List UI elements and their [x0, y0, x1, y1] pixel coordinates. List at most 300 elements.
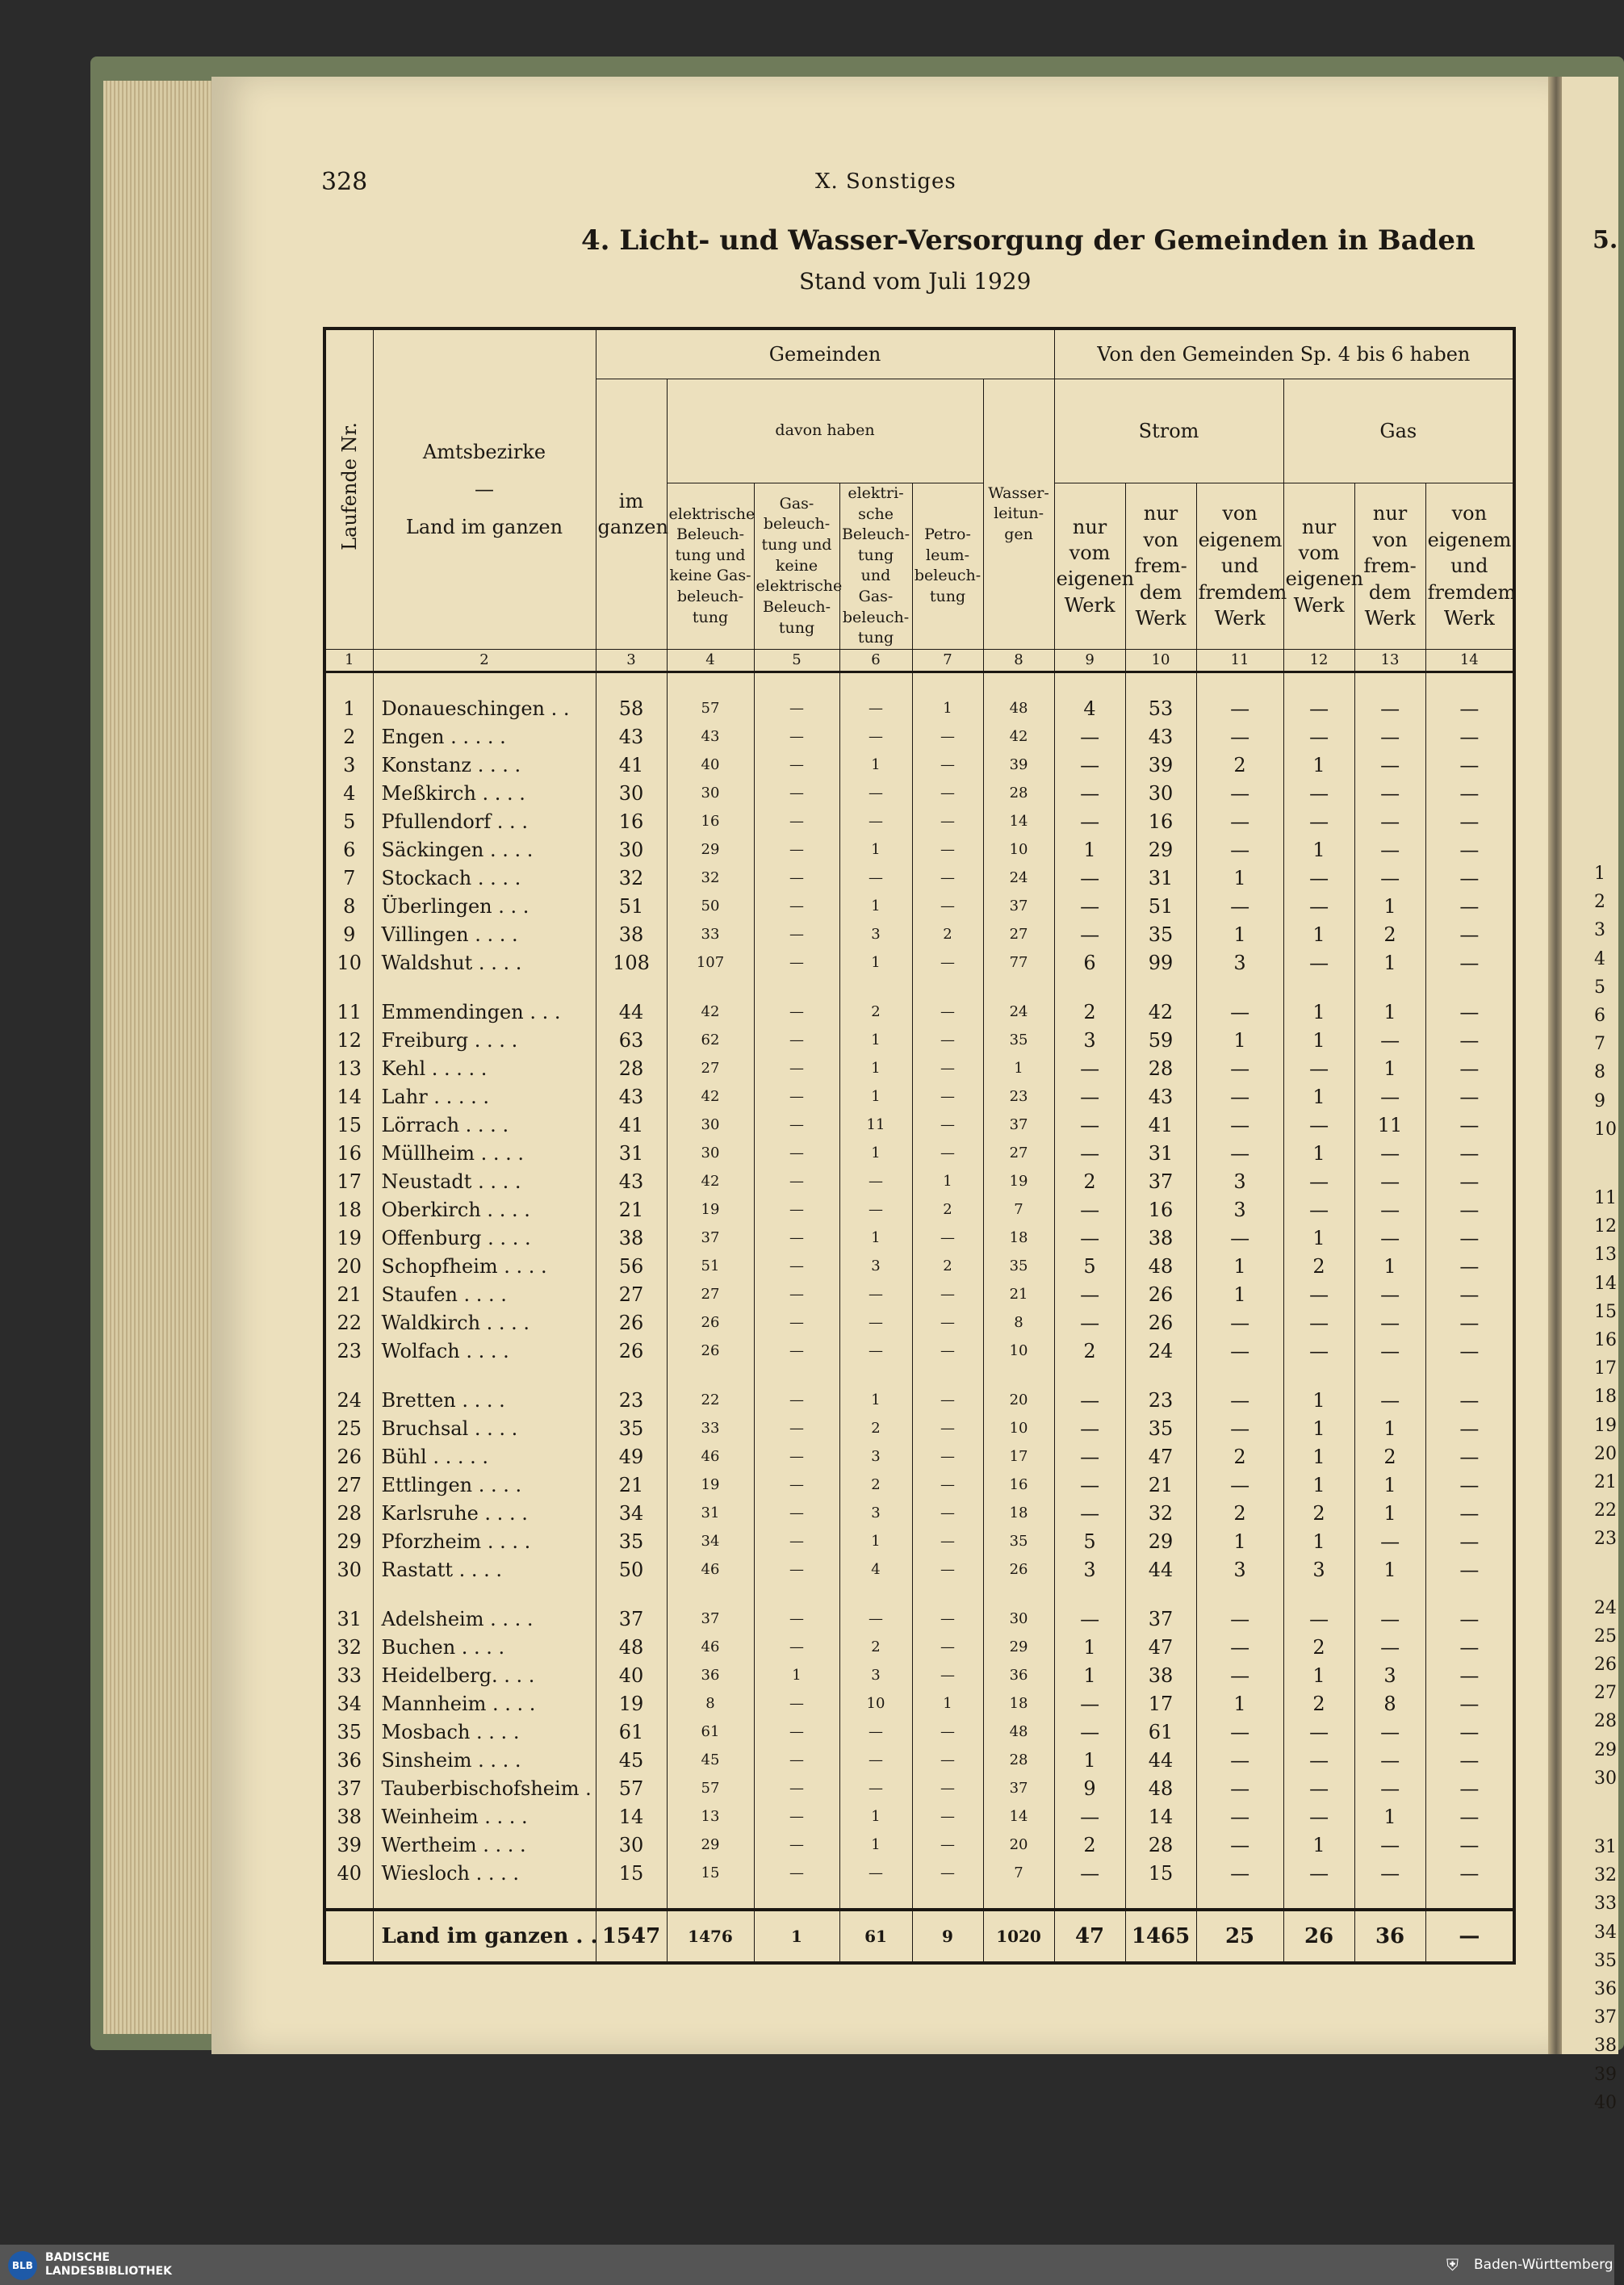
table-cell: 2 [839, 1471, 912, 1499]
table-cell: 11 [324, 998, 373, 1026]
table-cell: — [1354, 1527, 1425, 1555]
table-cell: 1 [1196, 1689, 1283, 1718]
table-cell: 20 [983, 1386, 1054, 1414]
next-page-row-number: 35 [1594, 1950, 1617, 1971]
table-cell: 42 [667, 1167, 754, 1195]
table-cell: 1 [839, 892, 912, 920]
table-cell: — [1054, 779, 1125, 807]
table-cell: 1 [1354, 998, 1425, 1026]
table-cell: 58 [596, 694, 667, 722]
district-name: Offenburg . . . . [373, 1224, 596, 1252]
table-cell: 11 [839, 1111, 912, 1139]
table-cell: — [1425, 1252, 1514, 1280]
table-cell: 30 [596, 779, 667, 807]
table-cell: 19 [324, 1224, 373, 1252]
next-page-row-number: 31 [1594, 1837, 1617, 1857]
table-cell: — [1196, 1337, 1283, 1365]
table-cell: — [754, 1111, 839, 1139]
table-row [324, 1224, 1514, 1252]
table-cell: 16 [324, 1139, 373, 1167]
table-cell: 19 [983, 1167, 1054, 1195]
table-cell: 3 [839, 1442, 912, 1471]
table-cell: 32 [596, 864, 667, 892]
table-cell: 3 [1196, 1167, 1283, 1195]
table-cell: — [1196, 1633, 1283, 1661]
table-cell: 19 [667, 1195, 754, 1224]
district-name: Villingen . . . . [373, 920, 596, 948]
table-cell: 20 [983, 1831, 1054, 1859]
table-cell: — [1425, 1054, 1514, 1082]
table-cell: 34 [324, 1689, 373, 1718]
table-cell: 34 [596, 1499, 667, 1527]
table-cell: — [912, 1139, 983, 1167]
table-cell: — [912, 1859, 983, 1887]
table-cell: 26 [983, 1555, 1054, 1584]
table-cell: 43 [596, 722, 667, 751]
table-cell: 63 [596, 1026, 667, 1054]
table-cell: — [912, 1555, 983, 1584]
table-cell: — [1283, 722, 1354, 751]
table-cell: — [1425, 1026, 1514, 1054]
table-cell: 30 [667, 779, 754, 807]
table-cell: — [754, 998, 839, 1026]
table-row [324, 1802, 1514, 1831]
table-cell: 16 [596, 807, 667, 835]
table-cell: — [1196, 779, 1283, 807]
table-cell: — [1196, 892, 1283, 920]
table-cell: 1465 [1125, 1910, 1196, 1963]
table-cell: — [839, 1167, 912, 1195]
next-page-row-number: 39 [1594, 2064, 1617, 2085]
table-cell: 42 [983, 722, 1054, 751]
table-row [324, 1054, 1514, 1082]
table-cell: 30 [667, 1111, 754, 1139]
table-cell: — [912, 751, 983, 779]
district-name: Wertheim . . . . [373, 1831, 596, 1859]
table-cell: 17 [324, 1167, 373, 1195]
district-name: Müllheim . . . . [373, 1139, 596, 1167]
column-number: 11 [1196, 650, 1283, 672]
table-cell: 38 [1125, 1224, 1196, 1252]
table-cell: 3 [1196, 948, 1283, 977]
table-cell: — [1425, 694, 1514, 722]
table-cell: 1 [754, 1661, 839, 1689]
table-cell: 43 [596, 1082, 667, 1111]
table-cell: — [1196, 1831, 1283, 1859]
column-number: 6 [839, 650, 912, 672]
table-cell: — [1283, 807, 1354, 835]
table-cell: 31 [324, 1605, 373, 1633]
district-name: Oberkirch . . . . [373, 1195, 596, 1224]
table-cell: 27 [596, 1280, 667, 1308]
statistics-table [323, 327, 1516, 1965]
header-von-den-gemeinden: Von den Gemeinden Sp. 4 bis 6 haben [1054, 329, 1514, 379]
table-cell: — [1425, 1442, 1514, 1471]
table-cell: — [754, 1252, 839, 1280]
table-cell: — [754, 1831, 839, 1859]
table-cell: — [1425, 864, 1514, 892]
next-page-row-number: 19 [1594, 1415, 1617, 1436]
table-cell: — [1425, 1831, 1514, 1859]
table-cell: 30 [596, 1831, 667, 1859]
table-cell: — [1425, 1774, 1514, 1802]
table-cell: 48 [983, 1718, 1054, 1746]
table-cell: — [1054, 1195, 1125, 1224]
table-cell: — [1196, 1139, 1283, 1167]
library-name: BADISCHE LANDESBIBLIOTHEK [45, 2251, 173, 2278]
state-name: Baden-Württemberg [1474, 2257, 1614, 2273]
table-cell: — [912, 1499, 983, 1527]
table-cell: 1 [839, 1802, 912, 1831]
table-cell: — [754, 1054, 839, 1082]
table-cell: — [1425, 998, 1514, 1026]
header-c10: nur von frem- dem Werk [1125, 483, 1196, 649]
table-cell: — [1196, 1718, 1283, 1746]
column-number: 14 [1425, 650, 1514, 672]
table-cell: 11 [1354, 1111, 1425, 1139]
table-cell: 1 [1054, 835, 1125, 864]
table-cell: 2 [1054, 1831, 1125, 1859]
table-cell: 18 [324, 1195, 373, 1224]
table-cell: 14 [324, 1082, 373, 1111]
table-cell: — [839, 779, 912, 807]
table-row [324, 1605, 1514, 1633]
table-cell: 1 [1196, 1280, 1283, 1308]
table-cell: 18 [983, 1499, 1054, 1527]
table-cell: — [754, 864, 839, 892]
table-cell: 1 [1283, 1026, 1354, 1054]
table-cell: — [839, 864, 912, 892]
table-cell: 46 [667, 1633, 754, 1661]
table-cell: — [1425, 1746, 1514, 1774]
table-cell: 1 [1354, 1499, 1425, 1527]
next-page-row-number: 20 [1594, 1443, 1617, 1464]
table-row [324, 1337, 1514, 1365]
table-cell: 2 [324, 722, 373, 751]
table-cell: 33 [667, 1414, 754, 1442]
table-cell: — [1425, 779, 1514, 807]
table-cell: 37 [667, 1224, 754, 1252]
table-cell: 33 [324, 1661, 373, 1689]
table-cell: 16 [983, 1471, 1054, 1499]
table-cell: 3 [1283, 1555, 1354, 1584]
table-cell: — [754, 835, 839, 864]
table-cell: — [1054, 1414, 1125, 1442]
table-cell: 1 [1283, 1442, 1354, 1471]
column-number: 9 [1054, 650, 1125, 672]
table-cell: 35 [596, 1414, 667, 1442]
table-cell: 27 [983, 1139, 1054, 1167]
table-cell: — [912, 1527, 983, 1555]
table-cell: 26 [596, 1337, 667, 1365]
total-row [324, 1910, 1514, 1963]
table-cell: 26 [1125, 1308, 1196, 1337]
table-cell: 14 [596, 1802, 667, 1831]
next-page-row-number: 18 [1594, 1387, 1617, 1408]
header-gemeinden: Gemeinden [596, 329, 1054, 379]
table-cell: — [1354, 1605, 1425, 1633]
table-cell: 37 [983, 1774, 1054, 1802]
table-cell: — [1354, 722, 1425, 751]
table-row [324, 1471, 1514, 1499]
table-cell: — [1354, 1633, 1425, 1661]
table-cell: 28 [983, 1746, 1054, 1774]
district-name: Engen . . . . . [373, 722, 596, 751]
table-cell: — [912, 892, 983, 920]
table-cell: 1 [839, 1831, 912, 1859]
header-c6: elektri- sche Beleuch- tung und Gas- beleuch- tung [839, 483, 912, 649]
header-c13: nur von frem- dem Werk [1354, 483, 1425, 649]
table-cell: 2 [1283, 1633, 1354, 1661]
table-row [324, 1527, 1514, 1555]
table-cell: 1547 [596, 1910, 667, 1963]
next-page-row-number: 40 [1594, 2092, 1617, 2113]
table-cell: — [754, 1555, 839, 1584]
district-name: Ettlingen . . . . [373, 1471, 596, 1499]
coat-of-arms-icon: ⛨ [1446, 2255, 1459, 2275]
district-name: Pforzheim . . . . [373, 1527, 596, 1555]
next-page-row-number: 5 [1594, 977, 1605, 998]
table-cell: 1 [324, 694, 373, 722]
table-cell: 40 [667, 751, 754, 779]
spacer-row [324, 672, 1514, 695]
table-cell: — [839, 1195, 912, 1224]
table-cell: 8 [667, 1689, 754, 1718]
table-cell: 13 [667, 1802, 754, 1831]
table-cell: — [1354, 1139, 1425, 1167]
next-page-row-number: 23 [1594, 1529, 1617, 1550]
table-cell: 1 [839, 1224, 912, 1252]
next-page-row-number: 24 [1594, 1597, 1617, 1618]
table-row [324, 722, 1514, 751]
table-cell: — [1054, 1082, 1125, 1111]
table-cell: 57 [667, 1774, 754, 1802]
table-cell: 24 [1125, 1337, 1196, 1365]
table-cell: 1 [1354, 1054, 1425, 1082]
table-cell: 1 [754, 1910, 839, 1963]
table-cell: 3 [839, 920, 912, 948]
table-cell: — [912, 835, 983, 864]
table-cell: — [754, 807, 839, 835]
table-cell: 1 [1283, 835, 1354, 864]
table-cell: — [1054, 807, 1125, 835]
next-page-row-number: 17 [1594, 1358, 1617, 1379]
table-cell: 2 [839, 998, 912, 1026]
table-cell: — [1054, 1471, 1125, 1499]
table-cell: — [839, 807, 912, 835]
next-page-row-number: 38 [1594, 2036, 1617, 2057]
table-cell: 38 [324, 1802, 373, 1831]
table-cell: — [754, 1082, 839, 1111]
table-cell: — [839, 1337, 912, 1365]
table-cell: 21 [983, 1280, 1054, 1308]
table-cell: — [1283, 1718, 1354, 1746]
table-cell: — [1425, 1910, 1514, 1963]
table-cell: — [1354, 807, 1425, 835]
table-cell: 23 [1125, 1386, 1196, 1414]
table-cell: 21 [596, 1471, 667, 1499]
district-name: Mosbach . . . . [373, 1718, 596, 1746]
table-row [324, 1746, 1514, 1774]
spacer-row [324, 1365, 1514, 1386]
table-cell: 1 [1354, 1555, 1425, 1584]
table-cell: 37 [983, 892, 1054, 920]
table-row [324, 1689, 1514, 1718]
table-cell: 36 [667, 1661, 754, 1689]
blb-logo-icon: BLB [8, 2251, 37, 2280]
table-cell: 41 [596, 751, 667, 779]
table-cell: 35 [983, 1252, 1054, 1280]
table-cell: 7 [324, 864, 373, 892]
table-cell: 21 [596, 1195, 667, 1224]
table-cell: 30 [667, 1139, 754, 1167]
table-cell: 1 [839, 948, 912, 977]
table-row [324, 1195, 1514, 1224]
table-cell: 2 [1354, 920, 1425, 948]
table-cell: 51 [667, 1252, 754, 1280]
table-cell: 31 [596, 1139, 667, 1167]
table-row [324, 1280, 1514, 1308]
next-page-row-number: 32 [1594, 1865, 1617, 1886]
table-cell: 4 [839, 1555, 912, 1584]
table-row [324, 1774, 1514, 1802]
table-cell: — [1054, 1224, 1125, 1252]
table-cell: 20 [324, 1252, 373, 1280]
table-cell: — [912, 1661, 983, 1689]
table-cell: — [1425, 1718, 1514, 1746]
table-cell: 57 [596, 1774, 667, 1802]
table-cell: — [1054, 1499, 1125, 1527]
table-cell: — [754, 1139, 839, 1167]
table-cell: — [1196, 722, 1283, 751]
district-name: Bretten . . . . [373, 1386, 596, 1414]
table-cell: 36 [983, 1661, 1054, 1689]
district-name: Rastatt . . . . [373, 1555, 596, 1584]
table-cell: 61 [596, 1718, 667, 1746]
table-cell: 37 [596, 1605, 667, 1633]
table-cell: — [754, 1774, 839, 1802]
table-cell: — [1425, 920, 1514, 948]
table-cell: 37 [667, 1605, 754, 1633]
table-cell: 3 [839, 1661, 912, 1689]
header-c4: elektrische Beleuch- tung und keine Gas- beleuch- tung [667, 483, 754, 649]
table-cell: 61 [1125, 1718, 1196, 1746]
table-cell: 28 [1125, 1054, 1196, 1082]
table-cell: 22 [667, 1386, 754, 1414]
next-page-row-number: 22 [1594, 1500, 1617, 1521]
table-cell: 1 [839, 1026, 912, 1054]
table-cell: 9 [324, 920, 373, 948]
district-name: Wolfach . . . . [373, 1337, 596, 1365]
table-cell: — [1054, 1386, 1125, 1414]
district-name: Karlsruhe . . . . [373, 1499, 596, 1527]
column-number: 2 [373, 650, 596, 672]
table-cell: 37 [1125, 1605, 1196, 1633]
table-cell: — [1283, 1280, 1354, 1308]
table-cell: — [839, 1859, 912, 1887]
table-cell: — [839, 1280, 912, 1308]
table-cell: — [1196, 1224, 1283, 1252]
header-c12: nur vom eigenen Werk [1283, 483, 1354, 649]
table-cell: 62 [667, 1026, 754, 1054]
table-cell: 26 [667, 1337, 754, 1365]
table-cell: 28 [1125, 1831, 1196, 1859]
page-title: 4. Licht- und Wasser-Versorgung der Gemeinden in Baden [581, 224, 1475, 257]
table-cell: 30 [324, 1555, 373, 1584]
next-page-row-number: 11 [1594, 1188, 1617, 1208]
table-cell: 1 [1196, 864, 1283, 892]
table-cell: — [1354, 1280, 1425, 1308]
table-cell: — [754, 1605, 839, 1633]
table-cell: — [754, 948, 839, 977]
table-cell: — [1054, 722, 1125, 751]
table-cell: 7 [983, 1195, 1054, 1224]
next-page-row-number: 4 [1594, 948, 1605, 969]
table-cell: — [1425, 1139, 1514, 1167]
table-cell: — [839, 1746, 912, 1774]
next-page-row-number: 29 [1594, 1739, 1617, 1760]
table-cell: 38 [1125, 1661, 1196, 1689]
table-cell: 4 [1054, 694, 1125, 722]
table-cell: — [1354, 1337, 1425, 1365]
next-page-row-number: 25 [1594, 1626, 1617, 1647]
header-c9: nur vom eigenen Werk [1054, 483, 1125, 649]
district-name: Tauberbischofsheim . [373, 1774, 596, 1802]
table-cell: 51 [596, 892, 667, 920]
district-name: Wiesloch . . . . [373, 1859, 596, 1887]
table-cell: — [754, 1471, 839, 1499]
header-im-ganzen: im ganzen [596, 379, 667, 650]
table-row [324, 948, 1514, 977]
table-cell: — [912, 1442, 983, 1471]
table-cell: 35 [983, 1527, 1054, 1555]
table-cell: 1 [1054, 1661, 1125, 1689]
table-cell: 26 [596, 1308, 667, 1337]
table-cell: 2 [912, 1252, 983, 1280]
column-number: 3 [596, 650, 667, 672]
table-cell: — [912, 998, 983, 1026]
table-cell: — [912, 1337, 983, 1365]
table-cell: — [912, 1224, 983, 1252]
table-cell: — [1425, 1414, 1514, 1442]
table-cell: 17 [1125, 1689, 1196, 1718]
table-cell: — [1354, 1224, 1425, 1252]
table-cell: — [1054, 1139, 1125, 1167]
table-row [324, 1111, 1514, 1139]
table-cell: 26 [1283, 1910, 1354, 1963]
table-cell: 43 [596, 1167, 667, 1195]
table-row [324, 1661, 1514, 1689]
table-cell: — [1425, 892, 1514, 920]
table-cell: 5 [1054, 1527, 1125, 1555]
table-cell: 21 [324, 1280, 373, 1308]
table-cell: 13 [324, 1054, 373, 1082]
next-page-row-number: 26 [1594, 1655, 1617, 1675]
table-cell: 1 [1196, 1252, 1283, 1280]
table-cell: — [1425, 807, 1514, 835]
table-cell: 15 [324, 1111, 373, 1139]
table-cell: 77 [983, 948, 1054, 977]
table-cell: 28 [324, 1499, 373, 1527]
table-cell: 1 [1283, 1414, 1354, 1442]
table-cell: 23 [596, 1386, 667, 1414]
table-row [324, 1386, 1514, 1414]
table-cell: — [1196, 1414, 1283, 1442]
table-cell: 3 [1054, 1555, 1125, 1584]
table-cell: 49 [596, 1442, 667, 1471]
table-cell: 8 [324, 892, 373, 920]
table-cell: 36 [1354, 1910, 1425, 1963]
